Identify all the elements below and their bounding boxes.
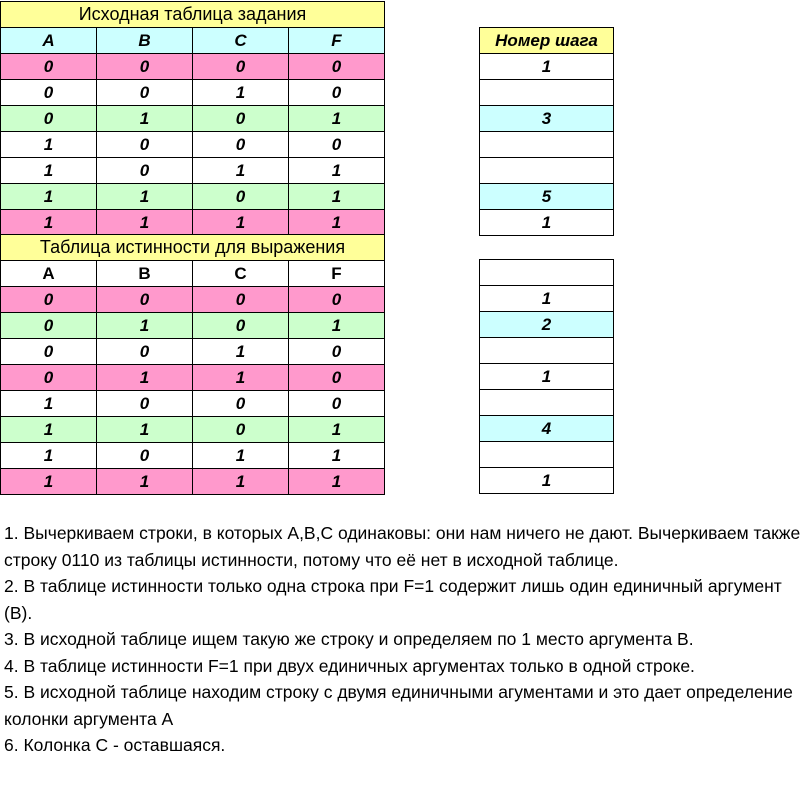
task-cell: 1 xyxy=(193,80,289,106)
step-2-cell: 2 xyxy=(480,312,614,338)
truth-cell: 0 xyxy=(97,287,193,313)
task-row xyxy=(1,80,385,106)
truth-cell: 1 xyxy=(97,313,193,339)
step-2-cell: 1 xyxy=(480,468,614,494)
steps-table-1 xyxy=(479,27,614,236)
task-row xyxy=(1,184,385,210)
step-1-cell xyxy=(480,132,614,158)
task-cell: 1 xyxy=(1,210,97,236)
task-cell: 0 xyxy=(289,54,385,80)
truth-cell: 0 xyxy=(1,287,97,313)
truth-cell: 1 xyxy=(97,365,193,391)
task-cell: 0 xyxy=(97,132,193,158)
task-header-f: F xyxy=(289,28,385,54)
task-cell: 1 xyxy=(289,158,385,184)
truth-cell: 0 xyxy=(97,339,193,365)
step-2-cell: 1 xyxy=(480,286,614,312)
truth-cell: 1 xyxy=(97,417,193,443)
note-5: 5. В исходной таблице находим строку с двумя единичными агументами и это дает определение колонки аргумента A xyxy=(4,682,793,729)
truth-table xyxy=(0,234,385,495)
steps-table-2 xyxy=(479,259,614,494)
step-2-cell xyxy=(480,390,614,416)
task-cell: 1 xyxy=(1,184,97,210)
steps-2-header xyxy=(480,260,614,286)
truth-cell: 1 xyxy=(97,469,193,495)
task-table-body xyxy=(1,54,385,236)
truth-header-f: F xyxy=(289,261,385,287)
task-cell: 1 xyxy=(97,210,193,236)
task-table xyxy=(0,1,385,236)
explanation-notes xyxy=(4,520,809,759)
truth-row xyxy=(1,469,385,495)
note-6: 6. Колонка C - оставшаяся. xyxy=(4,735,226,755)
step-2-cell: 1 xyxy=(480,364,614,390)
truth-row xyxy=(1,391,385,417)
step-1-cell xyxy=(480,80,614,106)
truth-cell: 1 xyxy=(289,443,385,469)
task-row xyxy=(1,54,385,80)
task-cell: 0 xyxy=(193,184,289,210)
steps-table-2-body xyxy=(480,286,614,494)
truth-cell: 1 xyxy=(289,313,385,339)
task-cell: 0 xyxy=(193,132,289,158)
step-1-cell: 1 xyxy=(480,210,614,236)
truth-row xyxy=(1,365,385,391)
step-2-cell xyxy=(480,442,614,468)
truth-cell: 0 xyxy=(1,365,97,391)
truth-table-body xyxy=(1,287,385,495)
task-cell: 0 xyxy=(1,80,97,106)
task-header-b: B xyxy=(97,28,193,54)
steps-header: Номер шага xyxy=(480,28,614,54)
truth-cell: 0 xyxy=(193,417,289,443)
truth-cell: 0 xyxy=(193,391,289,417)
step-1-cell: 3 xyxy=(480,106,614,132)
task-cell: 1 xyxy=(193,210,289,236)
truth-cell: 0 xyxy=(97,443,193,469)
task-cell: 0 xyxy=(97,80,193,106)
truth-cell: 1 xyxy=(193,339,289,365)
truth-row xyxy=(1,313,385,339)
truth-table-title: Таблица истинности для выражения xyxy=(1,235,385,261)
step-2-cell: 4 xyxy=(480,416,614,442)
task-cell: 1 xyxy=(289,106,385,132)
step-1-cell: 1 xyxy=(480,54,614,80)
truth-row xyxy=(1,417,385,443)
truth-header-a: A xyxy=(1,261,97,287)
truth-cell: 0 xyxy=(1,313,97,339)
truth-cell: 0 xyxy=(289,287,385,313)
truth-cell: 1 xyxy=(1,417,97,443)
note-2: 2. В таблице истинности только одна строка при F=1 содержит лишь один единичный аргумент (B). xyxy=(4,576,782,623)
task-row xyxy=(1,106,385,132)
task-cell: 0 xyxy=(97,158,193,184)
truth-cell: 0 xyxy=(193,287,289,313)
task-cell: 0 xyxy=(1,106,97,132)
task-header-c: C xyxy=(193,28,289,54)
note-4: 4. В таблице истинности F=1 при двух единичных аргументах только в одной строке. xyxy=(4,655,695,676)
task-cell: 1 xyxy=(193,158,289,184)
truth-cell: 0 xyxy=(97,391,193,417)
task-row xyxy=(1,158,385,184)
task-cell: 0 xyxy=(289,132,385,158)
task-cell: 1 xyxy=(1,132,97,158)
task-cell: 1 xyxy=(97,184,193,210)
truth-cell: 1 xyxy=(193,365,289,391)
task-cell: 1 xyxy=(289,210,385,236)
step-1-cell: 5 xyxy=(480,184,614,210)
task-cell: 0 xyxy=(193,106,289,132)
task-cell: 1 xyxy=(97,106,193,132)
task-table-title: Исходная таблица задания xyxy=(1,2,385,28)
truth-cell: 0 xyxy=(1,339,97,365)
task-cell: 0 xyxy=(193,54,289,80)
truth-cell: 0 xyxy=(289,391,385,417)
note-1: 1. Вычеркиваем строки, в которых A,B,C одинаковы: они нам ничего не дают. Вычеркиваем также строку 0110 из таблицы истинности, потому что её нет в исходной таблице. xyxy=(4,523,801,570)
task-cell: 1 xyxy=(289,184,385,210)
truth-row xyxy=(1,339,385,365)
note-3: 3. В исходной таблице ищем такую же строку и определяем по 1 место аргумента B. xyxy=(4,629,694,649)
truth-cell: 1 xyxy=(289,469,385,495)
task-row xyxy=(1,132,385,158)
truth-cell: 1 xyxy=(289,417,385,443)
step-2-cell xyxy=(480,338,614,364)
step-1-cell xyxy=(480,158,614,184)
truth-cell: 0 xyxy=(193,313,289,339)
task-header-a: A xyxy=(1,28,97,54)
truth-cell: 1 xyxy=(1,391,97,417)
task-cell: 0 xyxy=(1,54,97,80)
task-cell: 1 xyxy=(1,158,97,184)
truth-row xyxy=(1,443,385,469)
truth-row xyxy=(1,287,385,313)
task-cell: 0 xyxy=(97,54,193,80)
steps-table-1-body xyxy=(480,54,614,236)
truth-cell: 1 xyxy=(193,469,289,495)
truth-header-c: C xyxy=(193,261,289,287)
truth-cell: 1 xyxy=(1,469,97,495)
task-row xyxy=(1,210,385,236)
task-cell: 0 xyxy=(289,80,385,106)
truth-header-b: B xyxy=(97,261,193,287)
truth-cell: 1 xyxy=(1,443,97,469)
truth-cell: 0 xyxy=(289,365,385,391)
truth-cell: 0 xyxy=(289,339,385,365)
truth-cell: 1 xyxy=(193,443,289,469)
